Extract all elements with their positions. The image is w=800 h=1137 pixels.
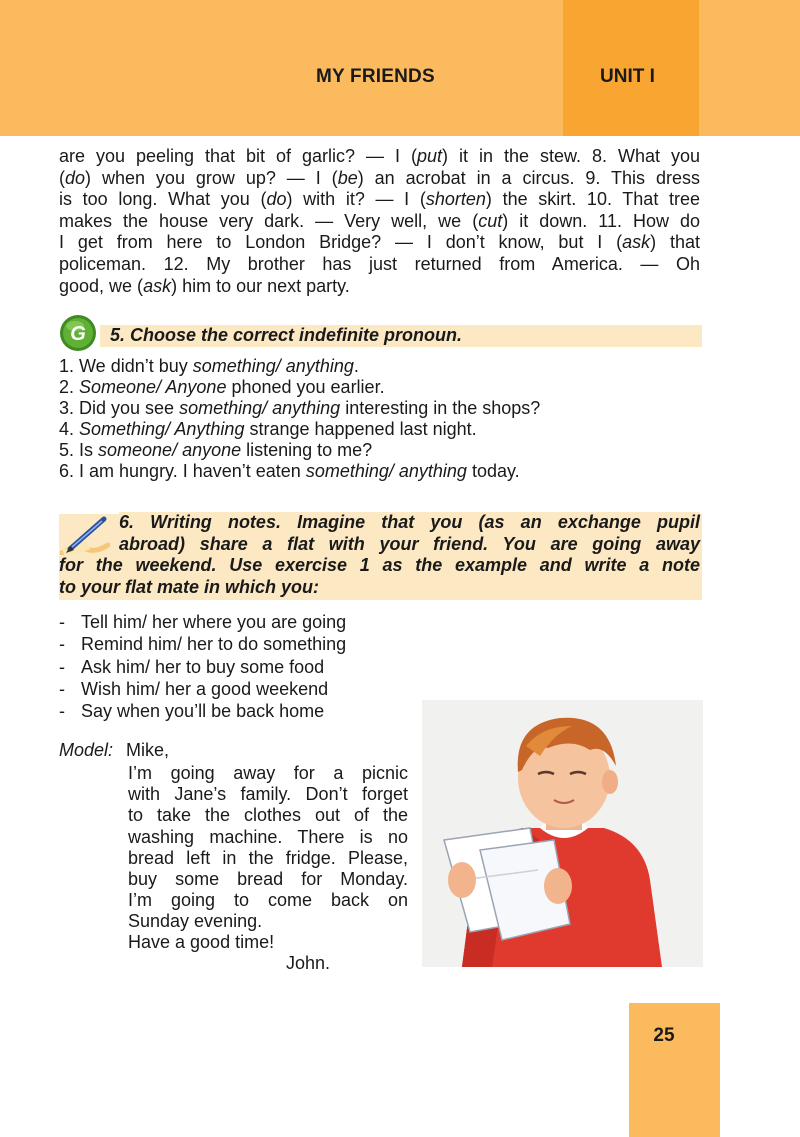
note-line: I’m going away for a picnic bbox=[128, 763, 408, 783]
list-item: - Say when you’ll be back home bbox=[59, 701, 325, 722]
header-unit: UNIT I bbox=[600, 66, 655, 87]
text-line bbox=[59, 461, 700, 482]
italic-term: cut bbox=[478, 210, 503, 231]
grammar-g-icon bbox=[59, 314, 97, 352]
italic-term: ask bbox=[622, 232, 651, 253]
note-line: washing machine. There is no bbox=[128, 826, 408, 847]
text-segment: good, we ( bbox=[59, 275, 144, 296]
note-closing: Have a good time! bbox=[128, 932, 275, 952]
note-line: I’m going to come back on bbox=[128, 890, 408, 911]
text-segment: makes the house very dark. — Very well, we ( bbox=[59, 210, 479, 231]
italic-term: Someone/ Anyone bbox=[79, 377, 227, 397]
text-segment: . bbox=[353, 356, 359, 376]
italic-term: be bbox=[337, 167, 358, 188]
note-signature: John. bbox=[286, 953, 331, 973]
list-item: - Tell him/ her where you are going bbox=[59, 612, 347, 632]
text-segment: is too long. What you ( bbox=[59, 189, 267, 210]
text-segment: interesting in the shops? bbox=[340, 398, 541, 418]
model-greeting: Mike, bbox=[126, 740, 170, 760]
intro-paragraph bbox=[59, 146, 700, 297]
italic-term: shorten bbox=[425, 189, 486, 210]
note-line: bread left in the fridge. Please, bbox=[128, 847, 408, 868]
text-line bbox=[59, 211, 700, 233]
boy-reading-note-illustration bbox=[422, 700, 703, 967]
exercise6-instruction bbox=[59, 512, 700, 598]
exercise6-bullet-list bbox=[59, 611, 346, 722]
model-note bbox=[128, 763, 408, 933]
text-segment: ) with it? — I ( bbox=[286, 189, 426, 210]
italic-term: Something/ Anything bbox=[79, 419, 245, 439]
text-segment: ) when you grow up? — I ( bbox=[85, 167, 338, 188]
list-item: - Remind him/ her to do something bbox=[59, 634, 347, 655]
text-segment: 5. Is bbox=[59, 440, 99, 460]
italic-term: ask bbox=[143, 275, 172, 296]
page-number-box bbox=[629, 1003, 720, 1137]
text-line bbox=[59, 377, 700, 398]
text-segment: listening to me? bbox=[241, 440, 373, 460]
italic-term: something/ anything bbox=[179, 398, 341, 418]
model-label: Model: bbox=[59, 740, 114, 760]
text-segment: 1. We didn’t buy bbox=[59, 356, 193, 376]
text-line bbox=[59, 276, 700, 298]
text-segment: today. bbox=[466, 461, 520, 481]
text-line bbox=[59, 189, 700, 211]
text-line bbox=[59, 398, 700, 419]
text-line bbox=[59, 419, 700, 440]
note-line: with Jane’s family. Don’t forget bbox=[128, 784, 408, 805]
exercise6-line-2: abroad) share a flat with your friend. You are going away bbox=[119, 533, 700, 554]
exercise5-title: 5. Choose the correct indefinite pronoun. bbox=[110, 325, 463, 345]
text-segment: 2. bbox=[59, 377, 80, 397]
italic-term: something/ anything bbox=[192, 356, 354, 376]
text-segment: phoned you earlier. bbox=[226, 377, 385, 397]
italic-term: someone/ anyone bbox=[98, 440, 242, 460]
note-line: Sunday evening. bbox=[128, 911, 263, 932]
header-title: MY FRIENDS bbox=[316, 66, 435, 87]
text-segment: are you peeling that bit of garlic? — I ( bbox=[59, 146, 417, 166]
text-line bbox=[59, 168, 700, 190]
text-segment: ( bbox=[59, 167, 65, 188]
text-line bbox=[59, 356, 700, 377]
text-segment: strange happened last night. bbox=[244, 419, 477, 439]
text-segment: policeman. 12. My brother has just returned from America. — Oh bbox=[59, 253, 700, 274]
text-segment: ) an acrobat in a circus. 9. This dress bbox=[357, 167, 700, 188]
exercise6-line-1: 6. Writing notes. Imagine that you (as an exchange pupil bbox=[119, 512, 700, 532]
text-segment: ) him to our next party. bbox=[171, 275, 350, 296]
exercise5-items bbox=[59, 356, 700, 482]
italic-term: something/ anything bbox=[305, 461, 467, 481]
text-line bbox=[59, 146, 700, 168]
text-line bbox=[59, 254, 700, 276]
text-segment: ) the skirt. 10. That tree bbox=[485, 189, 701, 210]
text-segment: 4. bbox=[59, 419, 80, 439]
list-item: - Wish him/ her a good weekend bbox=[59, 678, 329, 699]
italic-term: put bbox=[417, 146, 443, 166]
text-segment: 3. Did you see bbox=[59, 398, 180, 418]
page-number: 25 bbox=[653, 1025, 675, 1046]
text-line bbox=[59, 440, 700, 461]
exercise6-line-3: for the weekend. Use exercise 1 as the example and write a note bbox=[59, 555, 700, 575]
text-line bbox=[59, 232, 700, 254]
list-item: - Ask him/ her to buy some food bbox=[59, 656, 325, 677]
text-segment: I get from here to London Bridge? — I don’t know, but I ( bbox=[59, 232, 623, 253]
note-line: to take the clothes out of the bbox=[128, 805, 408, 826]
text-segment: ) it down. 11. How do bbox=[502, 210, 700, 231]
text-segment: 6. I am hungry. I haven’t eaten bbox=[59, 461, 306, 481]
text-segment: ) that bbox=[650, 232, 700, 253]
note-line: buy some bread for Monday. bbox=[128, 868, 408, 889]
italic-term: do bbox=[266, 189, 287, 210]
svg-text:G: G bbox=[70, 323, 86, 345]
text-segment: ) it in the stew. 8. What you bbox=[442, 146, 700, 166]
italic-term: do bbox=[65, 167, 86, 188]
exercise6-line-4: to your flat mate in which you: bbox=[59, 576, 320, 597]
